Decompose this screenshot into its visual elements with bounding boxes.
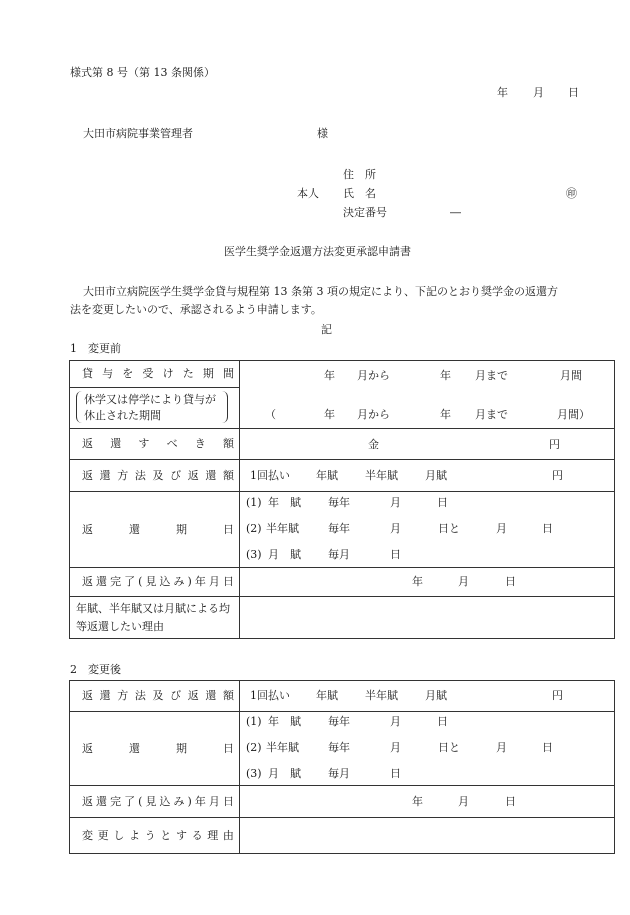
addressee-honorific: 様 (317, 127, 328, 140)
reason-label-line1: 年賦、半年賦又は月賦による均 (76, 602, 230, 615)
seal-mark: ㊞ (566, 187, 577, 200)
due-date-after-value-cell[interactable]: (1) 年 賦 毎年 月 日 (2) 半年賦 毎年 月 日と 月 日 (3) 月 賦 毎月 日 (240, 712, 615, 786)
amount-value-cell[interactable]: 金 円 (240, 429, 615, 460)
date-year-label: 年 (497, 86, 508, 99)
completion-value-cell[interactable]: 年 月 日 (240, 568, 615, 597)
amount-label: 返 還 す べ き 額 (82, 437, 234, 450)
decision-number-dash: ― (450, 206, 461, 219)
section2-table (69, 680, 615, 854)
address-label: 住 所 (343, 168, 376, 181)
completion-after-label-cell (70, 786, 240, 818)
loan-period-label-cell (70, 361, 240, 388)
loan-period-label: 貸 与 を 受 け た 期 間 (82, 367, 234, 380)
completion-label: 返 還 完 了 ( 見 込 み ) 年 月 日 (82, 575, 234, 588)
applicant-label: 本人 (297, 187, 319, 200)
reason-label-line2: 等返還したい理由 (76, 620, 164, 633)
completion-label-cell (70, 568, 240, 597)
reason-label-cell (70, 597, 240, 639)
name-label: 氏 名 (343, 187, 376, 200)
due-date-label-cell (70, 492, 240, 568)
due-date-after-label: 返 還 期 日 (82, 741, 234, 755)
body-text-line2: 法を変更したいので、承認されるよう申請します。 (70, 303, 322, 316)
method-label-cell (70, 460, 240, 492)
change-reason-label: 変 更 し よ う と す る 理 由 (82, 828, 234, 842)
body-text-line1: 大田市立病院医学生奨学金貸与規程第 13 条第 3 項の規定により、下記のとおり奨学金の返還方 (83, 285, 558, 298)
loan-period-value-cell[interactable]: 年 月から 年 月まで 月間 （ 年 月から 年 月まで 月間） (240, 361, 615, 429)
method-after-label-cell (70, 681, 240, 712)
completion-after-value-cell[interactable]: 年 月 日 (240, 786, 615, 818)
due-date-label: 返 還 期 日 (82, 522, 234, 536)
date-day-label: 日 (568, 86, 579, 99)
form-number: 様式第 8 号（第 13 条関係） (70, 66, 215, 79)
decision-number-label: 決定番号 (343, 206, 387, 219)
leave-period-note-line2: 休止された期間 (84, 409, 161, 422)
completion-after-label: 返 還 完 了 ( 見 込 み ) 年 月 日 (82, 794, 234, 808)
date-month-label: 月 (533, 86, 544, 99)
leave-period-label-cell (70, 388, 240, 429)
method-after-label: 返 還 方 法 及 び 返 還 額 (82, 689, 234, 702)
section1-heading: 1 変更前 (70, 342, 121, 355)
section1-table (69, 360, 615, 639)
method-value-cell[interactable]: 1回払い 年賦 半年賦 月賦 円 (240, 460, 615, 492)
due-date-after-label-cell (70, 712, 240, 786)
change-reason-label-cell (70, 818, 240, 854)
change-reason-value-cell[interactable] (240, 818, 615, 854)
amount-label-cell (70, 429, 240, 460)
leave-period-note-line1: 休学又は停学により貸与が (84, 393, 216, 406)
section2-heading: 2 変更後 (70, 663, 121, 676)
addressee-name: 大田市病院事業管理者 (83, 127, 193, 140)
due-date-value-cell[interactable]: (1) 年 賦 毎年 月 日 (2) 半年賦 毎年 月 日と 月 日 (3) 月 賦 毎月 日 (240, 492, 615, 568)
ki-label: 記 (321, 323, 332, 336)
method-after-value-cell[interactable]: 1回払い 年賦 半年賦 月賦 円 (240, 681, 615, 712)
reason-value-cell[interactable] (240, 597, 615, 639)
document-title: 医学生奨学金返還方法変更承認申請書 (224, 245, 411, 258)
method-label: 返 還 方 法 及 び 返 還 額 (82, 468, 234, 482)
